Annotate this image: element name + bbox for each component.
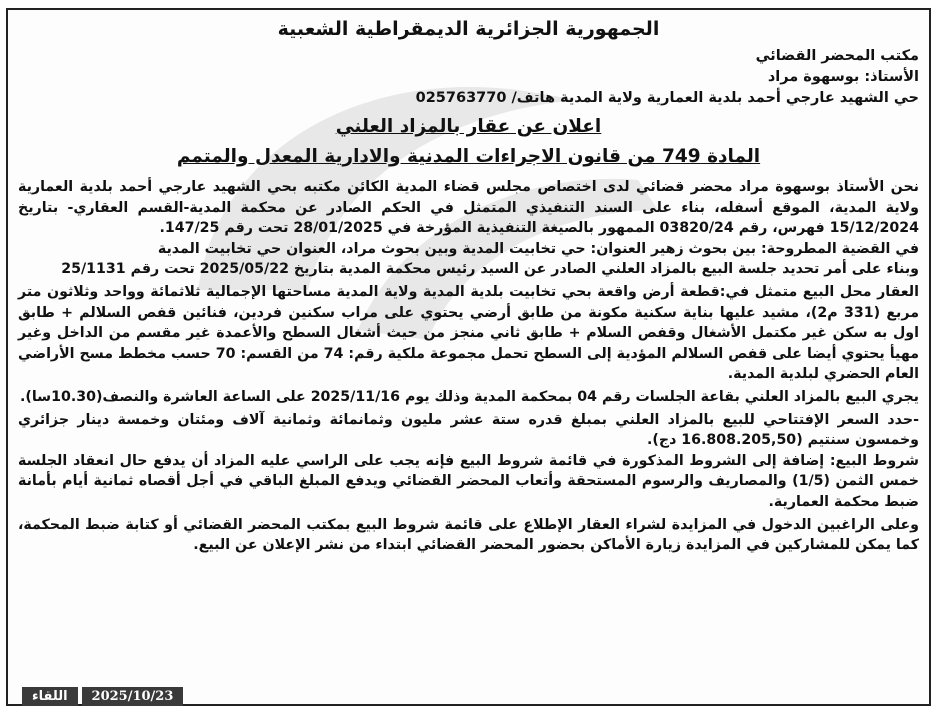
paragraph-sale-conditions: شروط البيع: إضافة إلى الشروط المذكورة في قائمة شروط البيع فإنه يجب على الراسي عليه المزاد أن يدفع حال انعقاد الجلسة خمس الثمن (1/5) والمصاريف والرسوم المستحقة وأتعاب المحضر القضائي ويدفع المبلغ الباقي في أجل أقصاه ثمانية أيام بأمانة ضبط محكمة العمارية. [18, 452, 920, 510]
office-name: مكتب المحضر القضائي [755, 48, 919, 64]
announcement-page [6, 8, 931, 706]
footer-tags [22, 687, 183, 706]
announcement-title: اعلان عن عقار بالمزاد العلني [335, 116, 602, 137]
republic-heading: الجمهورية الجزائرية الديمقراطية الشعبية [277, 18, 660, 40]
paragraph-participation: وعلى الراغبين الدخول في المزايدة لشراء العقار الإطلاع على قائمة شروط البيع بمكتب المحضر القضائي أو كتابة ضبط المحكمة، كما يمكن للمشاركين في المزايدة زيارة الأماكن بحضور المحضر القضائي ابتداء من نشر الإعلان عن البيع. [18, 516, 919, 554]
announcement-content [18, 14, 919, 556]
office-address: حي الشهيد عارجي أحمد بلدية العمارية ولاية المدية هاتف/ 025763770 [415, 90, 919, 106]
paragraph-opening-price: -حدد السعر الإفتتاحي للبيع بالمزاد العلني بمبلغ قدره ستة عشر مليون وثمانمائة وثمانية آلاف ومئتان وخمسة دينار جزائري وخمسون سنتيم (16.808.205,50 دج). [18, 411, 919, 449]
paragraph-intro: نحن الأستاذ بوسهوة مراد محضر قضائي لدى اختصاص مجلس قضاء المدية الكائن مكتبه بحي الشهيد عارجي أحمد بلدية العمارية ولاية المدية، الموقع أسفله، بناء على السند التنفيذي المتمثل في الحكم الصادر عن محكمة المدية-القسم العقاري- بتاريخ 15/12/2024 فهرس، رقم 03820/24 الممهور بالصيغة التنفيذية المؤرخة في 28/01/2025 تحت رقم 147/25. [18, 179, 919, 237]
officer-name: الأستاذ: بوسهوة مراد [767, 69, 919, 85]
paragraph-property: العقار محل البيع متمثل في:قطعة أرض واقعة بحي تخابيت بلدية المدية ولاية المدية مساحتها الإجمالية ثلاثمائة وواحد وثلاثون متر مربع (331 م2)، مشيد عليها بناية سكنية مكونة من طابق أرضي يحتوي على مراب سكنين فردين، فنائين قفص السلالم + طابق اول به سكن غير مكتمل الأشغال وقفص السلام + طابق ثاني منجز من حيث أشغال السطح والأعمدة غير مقسم من الداخل وغير مهيأ يحتوي أيضا على قفص السلالم المؤدية إلى السطح تحمل مجموعة ملكية رقم: 74 من القسم: 70 حسب مخطط مسح الأراضي العام الحضري لبلدية المدية. [18, 283, 919, 383]
newspaper-name: اللقاء [22, 687, 78, 706]
paragraph-sale-session: يجري البيع بالمزاد العلني بقاعة الجلسات رقم 04 بمحكمة المدية وذلك يوم 2025/11/16 على الساعة العاشرة والنصف(10.30سا). [19, 388, 919, 405]
paragraph-case: في القضية المطروحة: بين بحوث زهير العنوان: حي تخابيت المدية وبين بحوث مراد، العنوان حي تخابيت المدية [157, 240, 919, 257]
paragraph-order: وبناء على أمر تحديد جلسة البيع بالمزاد العلني الصادر عن السيد رئيس محكمة المدية بتاريخ 2025/05/22 تحت رقم 25/1131 [61, 261, 919, 278]
announcement-subtitle: المادة 749 من قانون الاجراءات المدنية والادارية المعدل والمتمم [176, 146, 761, 167]
publication-date: 2025/10/23 [82, 687, 184, 706]
